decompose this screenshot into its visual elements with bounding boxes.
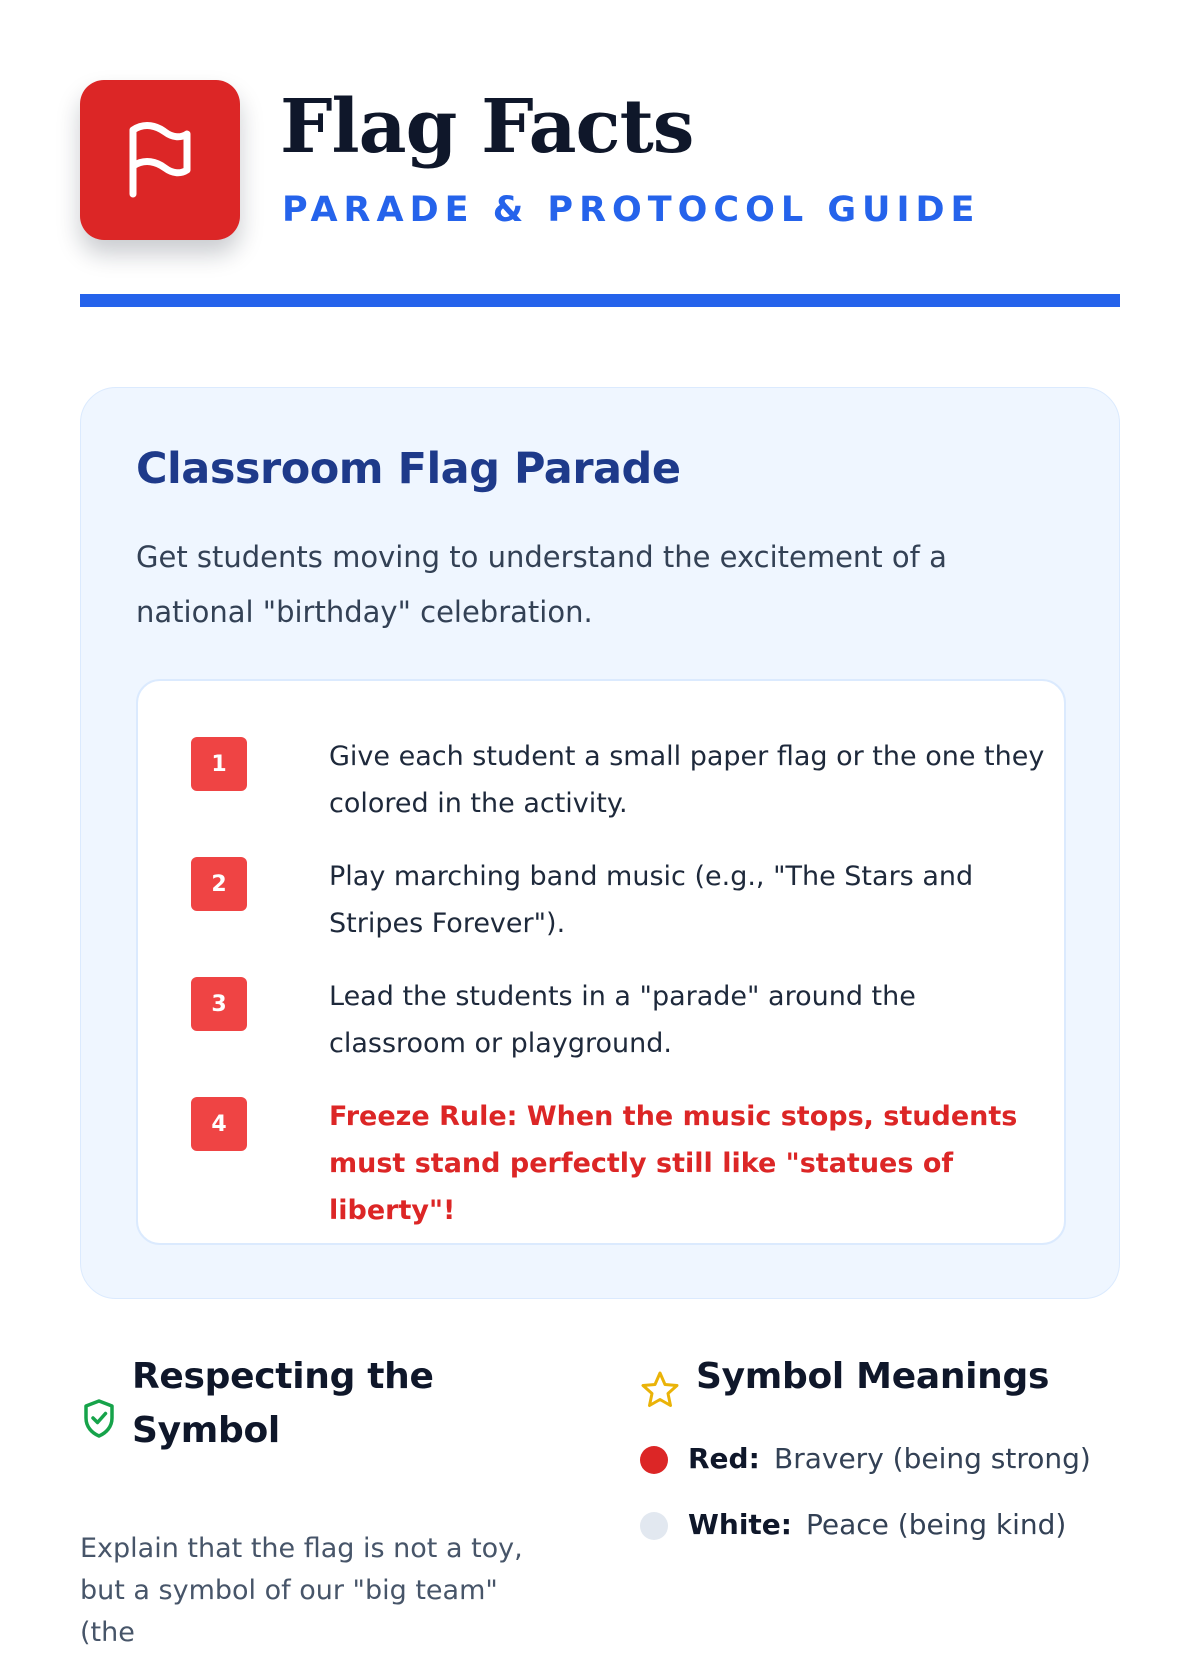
step-number-badge: 3 <box>191 977 247 1031</box>
page-title: Flag Facts <box>280 84 694 170</box>
step-text: Lead the students in a "parade" around the classroom or playground. <box>329 981 916 1059</box>
activity-card <box>80 387 1120 1299</box>
freeze-rule-text: Freeze Rule: When the music stops, students must stand perfectly still like "statues of liberty"! <box>329 1101 1018 1226</box>
meaning-label: White: <box>688 1508 792 1541</box>
symbol-meanings-title: Symbol Meanings <box>696 1356 1050 1397</box>
step-text: Give each student a small paper flag or the one they colored in the activity. <box>329 741 1045 819</box>
meaning-value: Bravery (being strong) <box>774 1442 1091 1475</box>
respecting-title: Respecting the Symbol <box>132 1356 434 1451</box>
meaning-value: Peace (being kind) <box>806 1508 1067 1541</box>
step-text: Play marching band music (e.g., "The Stars and Stripes Forever"). <box>329 861 974 939</box>
flag-icon <box>125 122 195 198</box>
step-number-badge: 1 <box>191 737 247 791</box>
red-swatch-icon <box>640 1446 668 1474</box>
activity-intro: Get students moving to understand the excitement of a national "birthday" celebration. <box>136 540 947 629</box>
respecting-body: Explain that the flag is not a toy, but a symbol of our "big team" (the <box>80 1533 523 1648</box>
steps-list <box>136 679 1066 1245</box>
step-number-badge: 2 <box>191 857 247 911</box>
header-divider <box>80 294 1120 307</box>
step-number-badge: 4 <box>191 1097 247 1151</box>
page-subtitle: PARADE & PROTOCOL GUIDE <box>282 190 981 230</box>
activity-title: Classroom Flag Parade <box>136 444 681 494</box>
white-swatch-icon <box>640 1512 668 1540</box>
shield-check-icon <box>82 1398 116 1438</box>
meaning-label: Red: <box>688 1442 760 1475</box>
page-header <box>80 80 1120 240</box>
star-icon <box>640 1370 680 1410</box>
app-logo <box>80 80 240 240</box>
